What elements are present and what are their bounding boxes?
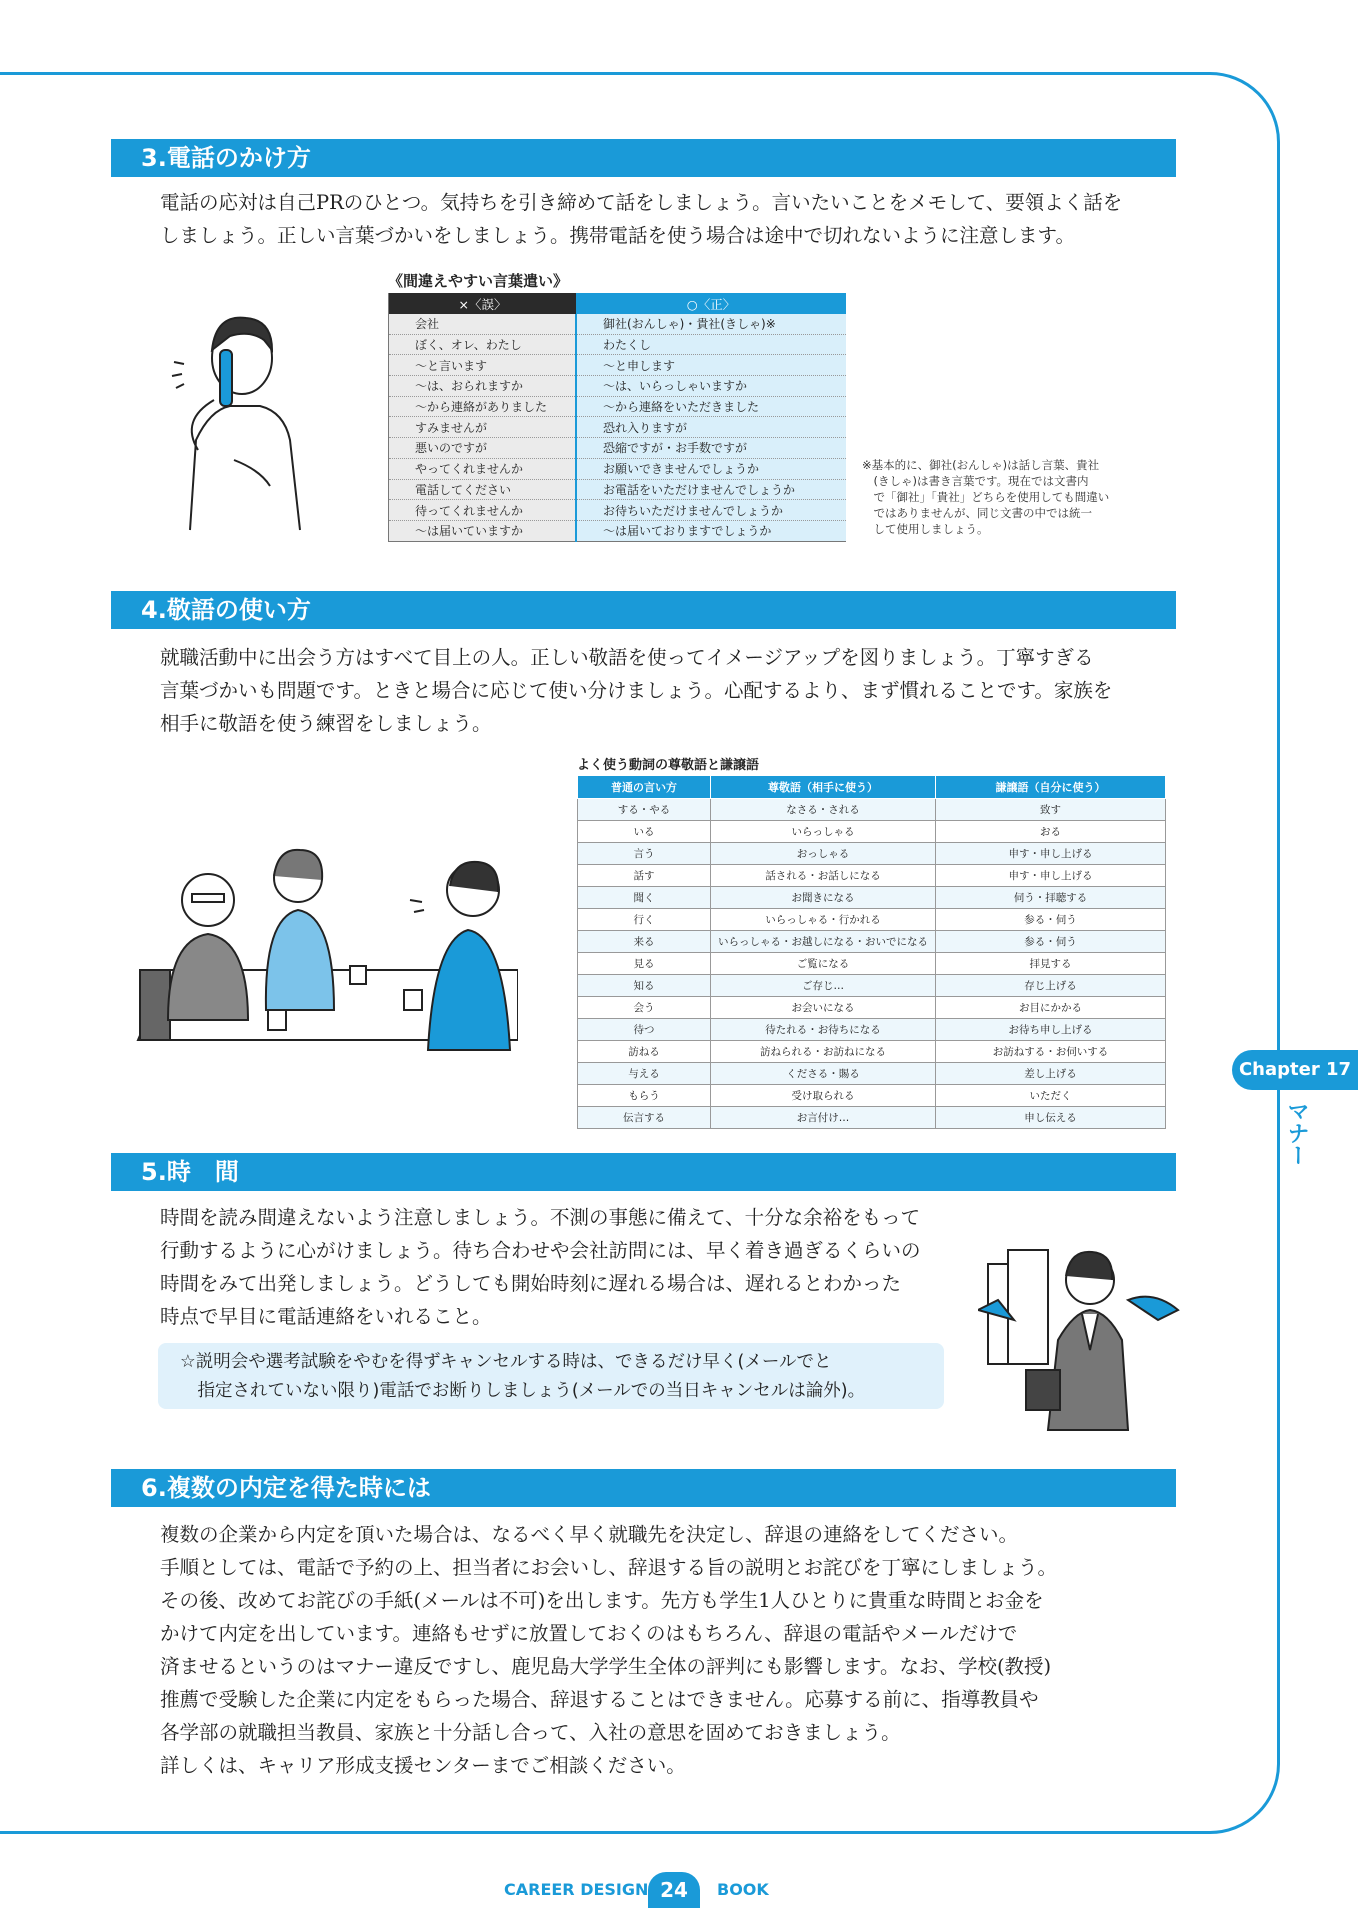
paragraph-line: 行動するように心がけましょう。待ち合わせや会社訪問には、早く着き過ぎるくらいの	[160, 1239, 921, 1262]
table-cell: 伺う・拝聴する	[936, 887, 1166, 909]
wrong-cell: 〜と言います	[389, 355, 577, 376]
chapter-title	[1283, 1100, 1313, 1166]
table-cell: 待たれる・お待ちになる	[711, 1019, 936, 1041]
keigo-paragraph	[160, 641, 1112, 740]
paragraph-line: 言葉づかいも問題です。ときと場合に応じて使い分けましょう。心配するより、まず慣れることです。家族を	[160, 679, 1113, 702]
wrong-cell: 会社	[389, 314, 577, 334]
honorific-note	[862, 457, 1137, 537]
table-row	[389, 520, 847, 541]
wrong-cell: やってくれませんか	[389, 458, 577, 479]
right-cell: 〜と申します	[576, 355, 846, 376]
page-number: 24	[648, 1872, 700, 1908]
wrong-cell: 悪いのですが	[389, 438, 577, 459]
wrong-cell: 〜から連絡がありました	[389, 396, 577, 417]
table-cell: お訪ねする・お伺いする	[936, 1041, 1166, 1063]
table-row	[389, 314, 847, 334]
callout-line: 指定されていない限り)電話でお断りしましょう(メールでの当日キャンセルは論外)。	[180, 1381, 866, 1401]
right-column-header: ○〈正〉	[576, 293, 846, 314]
table-row	[578, 975, 1166, 997]
paragraph-line: 手順としては、電話で予約の上、担当者にお会いし、辞退する旨の説明とお詫びを丁寧にしましょう。	[160, 1556, 1058, 1579]
table-row	[389, 355, 847, 376]
offers-paragraph	[160, 1518, 1057, 1782]
table-row	[389, 396, 847, 417]
paragraph-line: 各学部の就職担当教員、家族と十分話し合って、入社の意思を固めておきましょう。	[160, 1721, 901, 1744]
table-cell: 話される・お話しになる	[711, 865, 936, 887]
paragraph-line: 電話の応対は自己PRのひとつ。気持ちを引き締めて話をしましょう。言いたいことをメモして、要領よく話を	[160, 191, 1123, 214]
table-cell: お会いになる	[711, 997, 936, 1019]
note-line: ※基本的に、御社(おんしゃ)は話し言葉、貴社	[862, 458, 1100, 472]
table-cell: 見る	[578, 953, 711, 975]
wrong-cell: 〜は、おられますか	[389, 376, 577, 397]
right-cell: 〜から連絡をいただきました	[576, 396, 846, 417]
note-line: (きしゃ)は書き言葉です。現在では文書内	[862, 474, 1089, 488]
section-heading-time: 5.時 間	[111, 1153, 1176, 1191]
keigo-table-title: よく使う動詞の尊敬語と謙譲語	[577, 758, 760, 773]
table-row	[389, 458, 847, 479]
table-cell: いらっしゃる・お越しになる・おいでになる	[711, 931, 936, 953]
table-cell: 訪ねる	[578, 1041, 711, 1063]
section-heading-offers: 6.複数の内定を得た時には	[111, 1469, 1176, 1507]
table-cell: 訪ねられる・お訪ねになる	[711, 1041, 936, 1063]
paragraph-line: かけて内定を出しています。連絡もせずに放置しておくのはもちろん、辞退の電話やメールだけで	[160, 1622, 1018, 1645]
table-row	[578, 953, 1166, 975]
table-cell: おっしゃる	[711, 843, 936, 865]
paragraph-line: 時間をみて出発しましょう。どうしても開始時刻に遅れる場合は、遅れるとわかった	[160, 1272, 902, 1295]
table-cell: 参る・伺う	[936, 931, 1166, 953]
table-row	[578, 1019, 1166, 1041]
callout-line: ☆説明会や選考試験をやむを得ずキャンセルする時は、できるだけ早く(メールでと	[180, 1352, 832, 1372]
wrong-column-header: ×〈誤〉	[389, 293, 577, 314]
time-paragraph	[160, 1201, 921, 1333]
paragraph-line: 相手に敬語を使う練習をしましょう。	[160, 712, 492, 735]
note-line: ではありませんが、同じ文書の中では統一	[862, 506, 1092, 520]
table-row	[578, 1107, 1166, 1129]
meeting-illustration	[128, 840, 518, 1080]
table-row	[578, 799, 1166, 821]
table-row	[578, 1063, 1166, 1085]
wrong-cell: すみませんが	[389, 417, 577, 438]
table-cell: 聞く	[578, 887, 711, 909]
table-cell: くださる・賜る	[711, 1063, 936, 1085]
paragraph-line: 時点で早目に電話連絡をいれること。	[160, 1305, 492, 1328]
table-cell: する・やる	[578, 799, 711, 821]
table-cell: いらっしゃる・行かれる	[711, 909, 936, 931]
right-cell: お待ちいただけませんでしょうか	[576, 500, 846, 521]
wrong-cell: ぼく、オレ、わたし	[389, 334, 577, 355]
table-cell: いる	[578, 821, 711, 843]
footer-left-text: CAREER DESIGN	[504, 1880, 649, 1899]
table-cell: おる	[936, 821, 1166, 843]
wording-table-title: 《間違えやすい言葉遣い》	[388, 272, 569, 290]
right-cell: 恐縮ですが・お手数ですが	[576, 438, 846, 459]
table-cell: いらっしゃる	[711, 821, 936, 843]
table-cell: 拝見する	[936, 953, 1166, 975]
note-line: で「御社」「貴社」どちらを使用しても間違い	[862, 490, 1110, 504]
table-cell: お聞きになる	[711, 887, 936, 909]
table-cell: ご存じ…	[711, 975, 936, 997]
table-row	[578, 1085, 1166, 1107]
right-cell: 〜は、いらっしゃいますか	[576, 376, 846, 397]
table-cell: 申し伝える	[936, 1107, 1166, 1129]
keigo-table	[577, 775, 1166, 1129]
paragraph-line: しましょう。正しい言葉づかいをしましょう。携帯電話を使う場合は途中で切れないように注意します。	[160, 224, 1075, 247]
table-row	[389, 479, 847, 500]
keigo-header-kenjo: 謙譲語（自分に使う）	[936, 776, 1166, 799]
table-cell: いただく	[936, 1085, 1166, 1107]
wording-table	[388, 293, 846, 542]
table-cell: 会う	[578, 997, 711, 1019]
table-cell: お目にかかる	[936, 997, 1166, 1019]
wrong-cell: 待ってくれませんか	[389, 500, 577, 521]
paragraph-line: 詳しくは、キャリア形成支援センターまでご相談ください。	[160, 1754, 686, 1777]
table-row	[578, 909, 1166, 931]
footer-right-text: BOOK	[717, 1880, 769, 1899]
right-cell: わたくし	[576, 334, 846, 355]
table-cell: 話す	[578, 865, 711, 887]
section-heading-keigo: 4.敬語の使い方	[111, 591, 1176, 629]
paragraph-line: 就職活動中に出会う方はすべて目上の人。正しい敬語を使ってイメージアップを図りましょう。丁寧すぎる	[160, 646, 1094, 669]
table-row	[389, 500, 847, 521]
right-cell: 〜は届いておりますでしょうか	[576, 520, 846, 541]
right-cell: お願いできませんでしょうか	[576, 458, 846, 479]
table-row	[578, 821, 1166, 843]
table-row	[578, 1041, 1166, 1063]
cancel-callout	[158, 1343, 944, 1409]
phone-man-illustration	[160, 300, 320, 540]
table-cell: 言う	[578, 843, 711, 865]
paragraph-line: 複数の企業から内定を頂いた場合は、なるべく早く就職先を決定し、辞退の連絡をしてください。	[160, 1523, 1019, 1546]
table-cell: 待つ	[578, 1019, 711, 1041]
table-cell: お待ち申し上げる	[936, 1019, 1166, 1041]
table-row	[389, 376, 847, 397]
table-row	[389, 438, 847, 459]
table-row	[389, 417, 847, 438]
table-row	[578, 887, 1166, 909]
table-cell: 申す・申し上げる	[936, 865, 1166, 887]
chapter-tab: Chapter 17	[1232, 1050, 1358, 1090]
table-cell: もらう	[578, 1085, 711, 1107]
table-row	[578, 997, 1166, 1019]
paragraph-line: 時間を読み間違えないよう注意しましょう。不測の事態に備えて、十分な余裕をもって	[160, 1206, 921, 1229]
table-row	[578, 931, 1166, 953]
chapter-title-text: マナー	[1284, 1100, 1309, 1166]
table-cell: なさる・される	[711, 799, 936, 821]
table-cell: 行く	[578, 909, 711, 931]
table-row	[578, 843, 1166, 865]
businessman-illustration	[978, 1230, 1198, 1440]
table-cell: 知る	[578, 975, 711, 997]
paragraph-line: その後、改めてお詫びの手紙(メールは不可)を出します。先方も学生1人ひとりに貴重な時間とお金を	[160, 1589, 1044, 1612]
note-line: して使用しましょう。	[862, 522, 989, 536]
table-cell: 致す	[936, 799, 1166, 821]
wrong-cell: 電話してください	[389, 479, 577, 500]
right-cell: 恐れ入りますが	[576, 417, 846, 438]
page-footer	[0, 1872, 1358, 1908]
right-cell: 御社(おんしゃ)・貴社(きしゃ)※	[576, 314, 846, 334]
keigo-header-sonkei: 尊敬語（相手に使う）	[711, 776, 936, 799]
table-cell: 来る	[578, 931, 711, 953]
table-cell: 申す・申し上げる	[936, 843, 1166, 865]
table-cell: 差し上げる	[936, 1063, 1166, 1085]
table-cell: 参る・伺う	[936, 909, 1166, 931]
keigo-header-plain: 普通の言い方	[578, 776, 711, 799]
paragraph-line: 済ませるというのはマナー違反ですし、鹿児島大学学生全体の評判にも影響します。なお、学校(教授)	[160, 1655, 1052, 1678]
table-cell: 伝言する	[578, 1107, 711, 1129]
right-cell: お電話をいただけませんでしょうか	[576, 479, 846, 500]
table-cell: お言付け…	[711, 1107, 936, 1129]
paragraph-line: 推薦で受験した企業に内定をもらった場合、辞退することはできません。応募する前に、指導教員や	[160, 1688, 1039, 1711]
table-row	[578, 865, 1166, 887]
table-row	[389, 334, 847, 355]
table-cell: 与える	[578, 1063, 711, 1085]
table-cell: ご覧になる	[711, 953, 936, 975]
section-heading-phone: 3.電話のかけ方	[111, 139, 1176, 177]
wrong-cell: 〜は届いていますか	[389, 520, 577, 541]
table-cell: 存じ上げる	[936, 975, 1166, 997]
phone-paragraph	[160, 186, 1122, 252]
table-cell: 受け取られる	[711, 1085, 936, 1107]
